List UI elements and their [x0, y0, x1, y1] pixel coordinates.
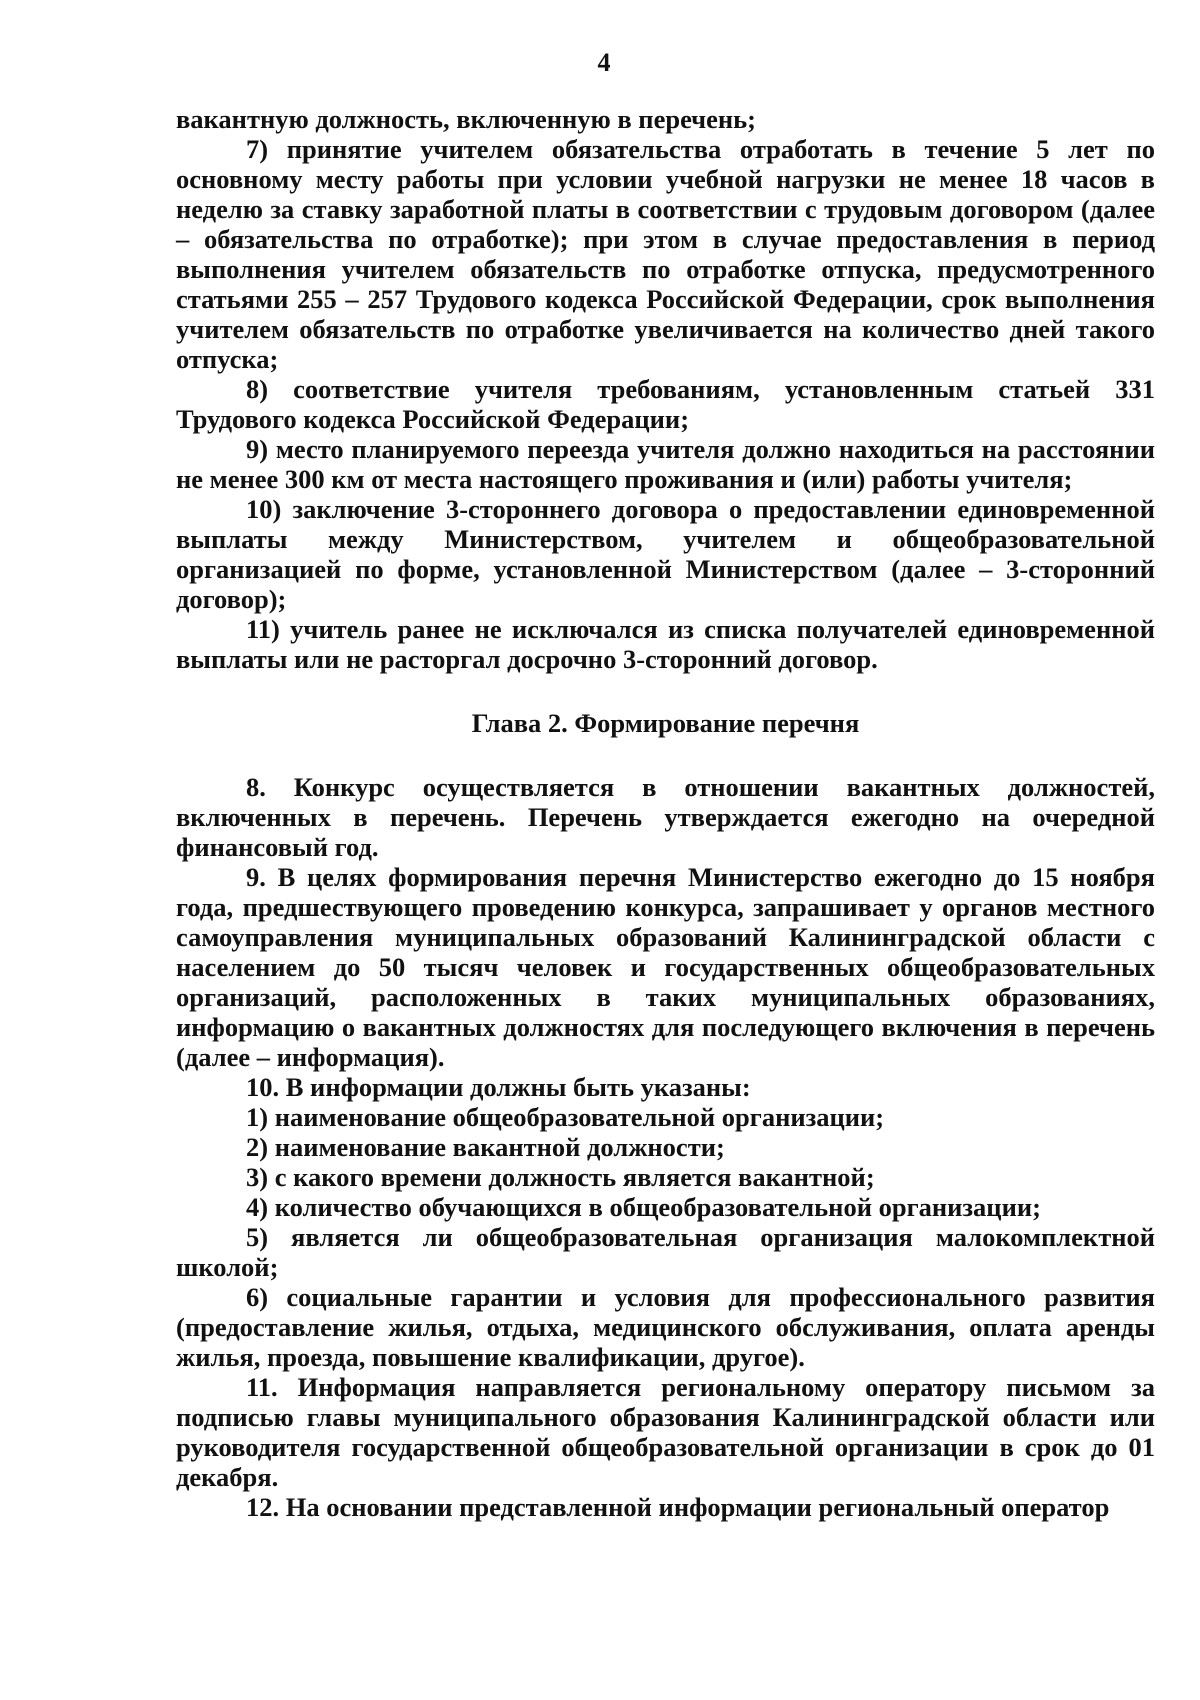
paragraph: 7) принятие учителем обязательства отработать в течение 5 лет по основному месту работы при условии учебной нагрузки не менее 18 часов в неделю за ставку заработной платы в соответствии с трудовым договором (далее – обязательства по отработке); при этом в случае предоставления в период выполнения учителем обязательств по отработке отпуска, предусмотренного статьями 255 – 257 Трудового кодекса Российской Федерации, срок выполнения учителем обязательств по отработке увеличивается на количество дней такого отпуска; — [176, 134, 1155, 374]
paragraph: 11) учитель ранее не исключался из списка получателей единовременной выплаты или не расторгал досрочно 3-сторонний договор. — [176, 614, 1155, 674]
chapter-heading: Глава 2. Формирование перечня — [471, 708, 860, 738]
paragraph: 8. Конкурс осуществляется в отношении вакантных должностей, включенных в перечень. Перечень утверждается ежегодно на очередной финансовый год. — [176, 772, 1155, 862]
list-item: 3) с какого времени должность является вакантной; — [246, 1162, 875, 1192]
paragraphs-bottom — [176, 772, 1155, 1522]
paragraph: 10) заключение 3-стороннего договора о предоставлении единовременной выплаты между Министерством, учителем и общеобразовательной организацией по форме, установленной Министерством (далее – 3-сторонний договор); — [176, 494, 1155, 614]
paragraph: 10. В информации должны быть указаны: — [246, 1072, 751, 1102]
list-item: 5) является ли общеобразовательная организация малокомплектной школой; — [176, 1222, 1155, 1282]
page-number: 4 — [597, 48, 611, 77]
paragraphs-top — [176, 104, 1155, 674]
paragraph: 9) место планируемого переезда учителя должно находиться на расстоянии не менее 300 км от места настоящего проживания и (или) работы учителя; — [176, 434, 1155, 494]
list-item: 4) количество обучающихся в общеобразовательной организации; — [246, 1192, 1041, 1222]
list-item: 1) наименование общеобразовательной организации; — [246, 1102, 885, 1132]
paragraph: 9. В целях формирования перечня Министерство ежегодно до 15 ноября года, предшествующего проведению конкурса, запрашивает у органов местного самоуправления муниципальных образований Калининградской области с населением до 50 тысяч человек и государственных общеобразовательных организаций, расположенных в таких муниципальных образованиях, информацию о вакантных должностях для последующего включения в перечень (далее – информация). — [176, 862, 1155, 1072]
paragraph: вакантную должность, включенную в перечень; — [176, 104, 756, 134]
list-item: 2) наименование вакантной должности; — [246, 1132, 725, 1162]
paragraph: 8) соответствие учителя требованиям, установленным статьей 331 Трудового кодекса Российской Федерации; — [176, 374, 1155, 434]
paragraph: 11. Информация направляется региональному оператору письмом за подписью главы муниципального образования Калининградской области или руководителя государственной общеобразовательной организации в срок до 01 декабря. — [176, 1372, 1155, 1492]
document-body — [176, 104, 1155, 1522]
paragraph: 12. На основании представленной информации региональный оператор — [246, 1492, 1110, 1522]
list-item: 6) социальные гарантии и условия для профессионального развития (предоставление жилья, отдыха, медицинского обслуживания, оплата аренды жилья, проезда, повышение квалификации, другое). — [176, 1282, 1155, 1372]
